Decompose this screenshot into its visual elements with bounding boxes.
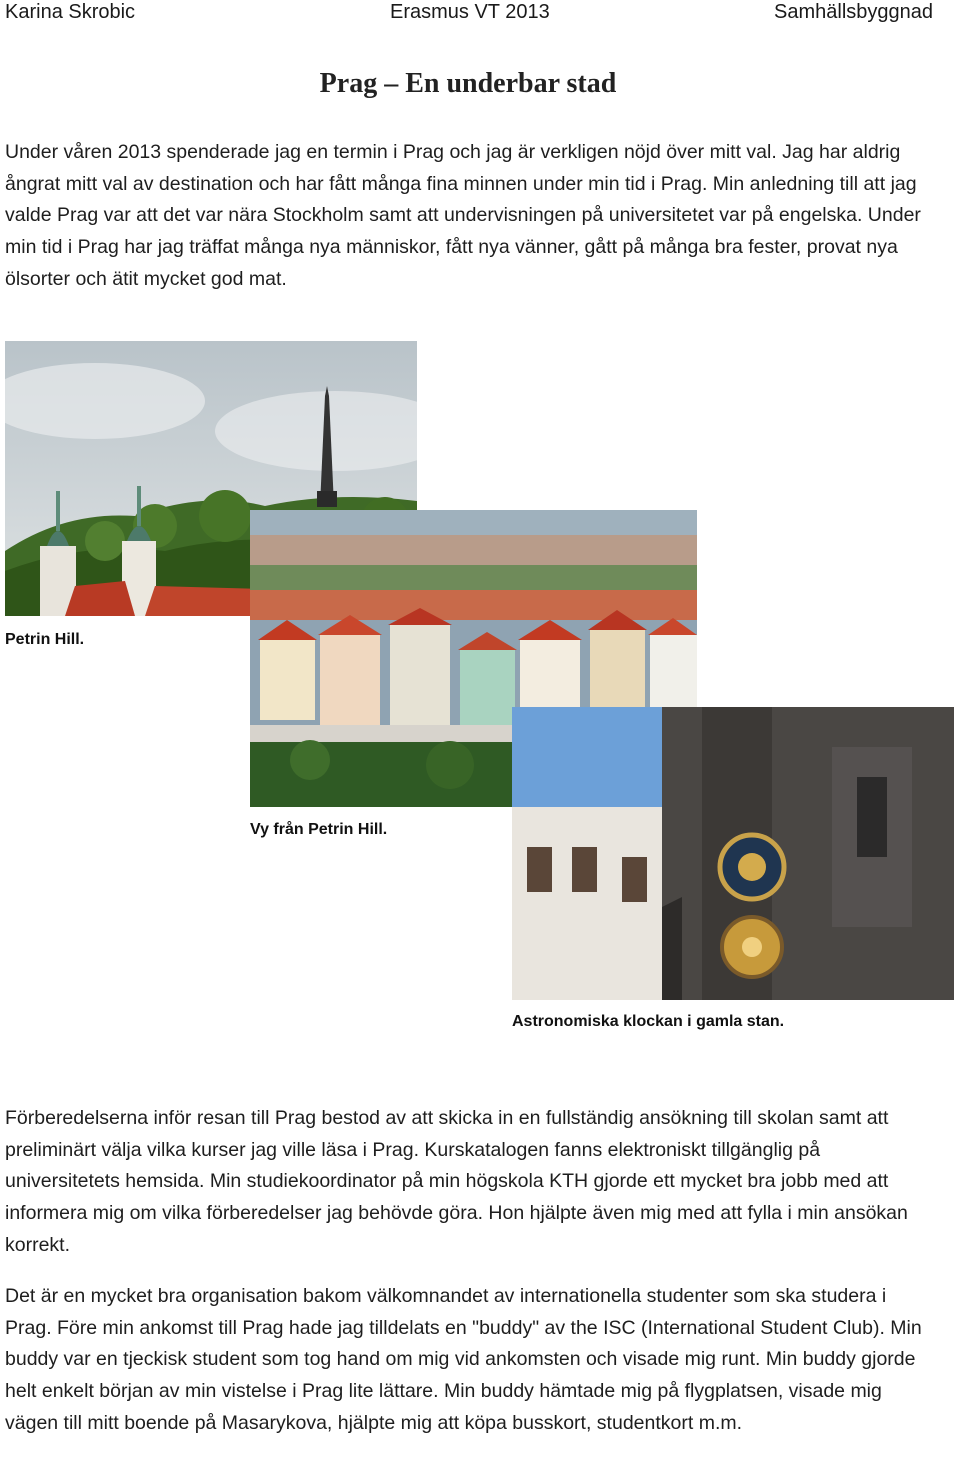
preparations-paragraph: Förberedelserna inför resan till Prag bestod av att skicka in en fullständig ansökning till skolan samt att preliminärt välja vilka kurser jag ville läsa i Prag. Kurskatalogen fanns elektroniskt tillgänglig på universitetets hemsida. Min studiekoordinator på min högskola KTH gjorde ett mycket bra jobb med att informera mig om vilka förberedelser jag behövde göra. Hon hjälpte även mig med att fylla i min ansökan korrekt. xyxy=(5,1107,908,1256)
header-department: Samhällsbyggnad xyxy=(774,1,933,23)
header-author: Karina Skrobic xyxy=(5,1,136,23)
petrin-hill-caption: Petrin Hill. xyxy=(5,631,85,648)
buddy-paragraph: Det är en mycket bra organisation bakom välkomnandet av internationella studenter som ska studera i Prag. Före min ankomst till Prag hade jag tilldelats en "buddy" av the ISC (International Student Club). Min buddy var en tjeckisk student som tog hand om mig vid ankomsten och visade mig runt. Min buddy gjorde helt enkelt början av min vistelse i Prag lite lättare. Min buddy hämtade mig på flygplatsen, visade mig vägen till mitt boende på Masarykova, hjälpte mig att köpa busskort, studentkort m.m. xyxy=(5,1285,922,1434)
intro-paragraph: Under våren 2013 spenderade jag en termin i Prag och jag är verkligen nöjd över mitt val. Jag har aldrig ångrat mitt val av destination och har fått många fina minnen under min tid i Prag. Min anledning till att jag valde Prag var att det var nära Stockholm samt att undervisningen på universitetet var på engelska. Under min tid i Prag har jag träffat många nya människor, fått nya vänner, gått på många bra fester, provat nya ölsorter och ätit mycket god mat. xyxy=(5,141,921,290)
page-title: Prag – En underbar stad xyxy=(319,68,617,99)
view-caption: Vy från Petrin Hill. xyxy=(250,821,388,838)
clock-caption: Astronomiska klockan i gamla stan. xyxy=(512,1013,785,1030)
header-program: Erasmus VT 2013 xyxy=(390,1,550,23)
astronomical-clock-photo xyxy=(512,707,954,1000)
page-header xyxy=(0,0,960,28)
